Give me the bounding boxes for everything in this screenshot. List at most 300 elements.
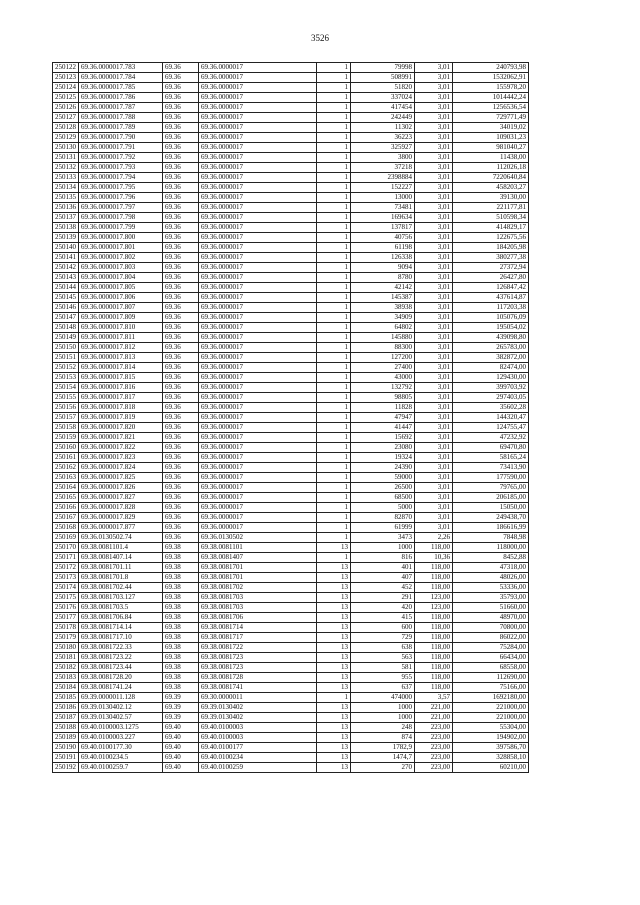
- amount-cell: 61198: [351, 243, 415, 253]
- total-cell: 58165,24: [453, 453, 529, 463]
- rate-cell: 118,00: [415, 573, 453, 583]
- quantity-cell: 1: [317, 423, 351, 433]
- amount-cell: 59000: [351, 473, 415, 483]
- amount-cell: 600: [351, 623, 415, 633]
- row-id-cell: 250168: [53, 523, 79, 533]
- group-cell: 69.36: [163, 353, 199, 363]
- amount-cell: 2398884: [351, 173, 415, 183]
- group-cell: 69.36: [163, 103, 199, 113]
- account-cell: 69.36.0000017: [199, 293, 317, 303]
- row-id-cell: 250169: [53, 533, 79, 543]
- table-row: [53, 523, 529, 533]
- row-id-cell: 250140: [53, 243, 79, 253]
- amount-cell: 325927: [351, 143, 415, 153]
- amount-cell: 3800: [351, 153, 415, 163]
- quantity-cell: 13: [317, 703, 351, 713]
- rate-cell: 223,00: [415, 753, 453, 763]
- total-cell: 221000,00: [453, 713, 529, 723]
- table-row: [53, 123, 529, 133]
- quantity-cell: 1: [317, 203, 351, 213]
- group-cell: 69.36: [163, 533, 199, 543]
- item-code-cell: 69.38.0081703.127: [79, 593, 163, 603]
- row-id-cell: 250154: [53, 383, 79, 393]
- group-cell: 69.36: [163, 293, 199, 303]
- item-code-cell: 69.38.0081101.4: [79, 543, 163, 553]
- rate-cell: 3,01: [415, 153, 453, 163]
- quantity-cell: 13: [317, 753, 351, 763]
- quantity-cell: 13: [317, 623, 351, 633]
- account-cell: 69.36.0000017: [199, 233, 317, 243]
- group-cell: 69.36: [163, 163, 199, 173]
- item-code-cell: 69.36.0000017.786: [79, 93, 163, 103]
- group-cell: 69.36: [163, 73, 199, 83]
- account-cell: 69.36.0000017: [199, 73, 317, 83]
- total-cell: 112690,00: [453, 673, 529, 683]
- total-cell: 265783,00: [453, 343, 529, 353]
- item-code-cell: 69.36.0000017.793: [79, 163, 163, 173]
- account-cell: 69.38.0081714: [199, 623, 317, 633]
- rate-cell: 3,01: [415, 463, 453, 473]
- table-row: [53, 613, 529, 623]
- total-cell: 221000,00: [453, 703, 529, 713]
- total-cell: 35793,00: [453, 593, 529, 603]
- quantity-cell: 1: [317, 113, 351, 123]
- total-cell: 112026,18: [453, 163, 529, 173]
- item-code-cell: 69.36.0000017.820: [79, 423, 163, 433]
- rate-cell: 3,01: [415, 123, 453, 133]
- amount-cell: 508991: [351, 73, 415, 83]
- group-cell: 69.36: [163, 483, 199, 493]
- rate-cell: 3,57: [415, 693, 453, 703]
- rate-cell: 10,36: [415, 553, 453, 563]
- quantity-cell: 13: [317, 733, 351, 743]
- total-cell: 380277,38: [453, 253, 529, 263]
- quantity-cell: 1: [317, 403, 351, 413]
- table-row: [53, 563, 529, 573]
- table-row: [53, 723, 529, 733]
- group-cell: 69.36: [163, 143, 199, 153]
- quantity-cell: 13: [317, 673, 351, 683]
- item-code-cell: 69.36.0000017.815: [79, 373, 163, 383]
- group-cell: 69.36: [163, 373, 199, 383]
- rate-cell: 3,01: [415, 233, 453, 243]
- rate-cell: 3,01: [415, 303, 453, 313]
- row-id-cell: 250167: [53, 513, 79, 523]
- total-cell: 75166,00: [453, 683, 529, 693]
- amount-cell: 73481: [351, 203, 415, 213]
- table-row: [53, 493, 529, 503]
- group-cell: 69.40: [163, 763, 199, 773]
- amount-cell: 8780: [351, 273, 415, 283]
- rate-cell: 3,01: [415, 443, 453, 453]
- group-cell: 69.38: [163, 583, 199, 593]
- group-cell: 69.36: [163, 193, 199, 203]
- quantity-cell: 13: [317, 743, 351, 753]
- group-cell: 69.36: [163, 463, 199, 473]
- group-cell: 69.40: [163, 723, 199, 733]
- quantity-cell: 13: [317, 723, 351, 733]
- item-code-cell: 69.36.0000017.819: [79, 413, 163, 423]
- row-id-cell: 250178: [53, 623, 79, 633]
- quantity-cell: 13: [317, 583, 351, 593]
- amount-cell: 729: [351, 633, 415, 643]
- table-row: [53, 103, 529, 113]
- item-code-cell: 69.36.0000017.816: [79, 383, 163, 393]
- table-row: [53, 553, 529, 563]
- total-cell: 1692180,00: [453, 693, 529, 703]
- item-code-cell: 69.36.0000017.817: [79, 393, 163, 403]
- item-code-cell: 69.36.0000017.804: [79, 273, 163, 283]
- account-cell: 69.36.0000017: [199, 183, 317, 193]
- item-code-cell: 69.40.0100177.30: [79, 743, 163, 753]
- table-row: [53, 753, 529, 763]
- table-row: [53, 513, 529, 523]
- rate-cell: 3,01: [415, 333, 453, 343]
- rate-cell: 223,00: [415, 763, 453, 773]
- amount-cell: 47947: [351, 413, 415, 423]
- group-cell: 69.36: [163, 393, 199, 403]
- account-cell: 69.30.0000011: [199, 693, 317, 703]
- group-cell: 69.36: [163, 83, 199, 93]
- row-id-cell: 250173: [53, 573, 79, 583]
- account-cell: 69.36.0000017: [199, 223, 317, 233]
- table-row: [53, 713, 529, 723]
- quantity-cell: 13: [317, 643, 351, 653]
- table-row: [53, 193, 529, 203]
- quantity-cell: 1: [317, 273, 351, 283]
- account-cell: 69.36.0130502: [199, 533, 317, 543]
- rate-cell: 3,01: [415, 473, 453, 483]
- group-cell: 69.36: [163, 263, 199, 273]
- quantity-cell: 1: [317, 213, 351, 223]
- quantity-cell: 1: [317, 503, 351, 513]
- rate-cell: 3,01: [415, 143, 453, 153]
- account-cell: 69.36.0000017: [199, 123, 317, 133]
- rate-cell: 3,01: [415, 413, 453, 423]
- item-code-cell: 69.36.0130502.74: [79, 533, 163, 543]
- amount-cell: 19324: [351, 453, 415, 463]
- quantity-cell: 1: [317, 183, 351, 193]
- group-cell: 69.36: [163, 183, 199, 193]
- total-cell: 11438,00: [453, 153, 529, 163]
- quantity-cell: 1: [317, 513, 351, 523]
- rate-cell: 3,01: [415, 293, 453, 303]
- amount-cell: 1000: [351, 703, 415, 713]
- table-row: [53, 343, 529, 353]
- group-cell: 69.36: [163, 383, 199, 393]
- item-code-cell: 69.36.0000017.796: [79, 193, 163, 203]
- total-cell: 414829,17: [453, 223, 529, 233]
- rate-cell: 221,00: [415, 703, 453, 713]
- table-row: [53, 593, 529, 603]
- item-code-cell: 69.36.0000017.784: [79, 73, 163, 83]
- item-code-cell: 69.36.0000017.827: [79, 493, 163, 503]
- quantity-cell: 13: [317, 713, 351, 723]
- quantity-cell: 1: [317, 173, 351, 183]
- quantity-cell: 1: [317, 493, 351, 503]
- account-cell: 69.38.0081723: [199, 653, 317, 663]
- rate-cell: 3,01: [415, 163, 453, 173]
- total-cell: 1256536,54: [453, 103, 529, 113]
- total-cell: 328858,10: [453, 753, 529, 763]
- total-cell: 55304,00: [453, 723, 529, 733]
- account-cell: 69.38.0081703: [199, 603, 317, 613]
- quantity-cell: 1: [317, 533, 351, 543]
- account-cell: 69.36.0000017: [199, 343, 317, 353]
- item-code-cell: 69.36.0000017.824: [79, 463, 163, 473]
- table-row: [53, 383, 529, 393]
- row-id-cell: 250155: [53, 393, 79, 403]
- quantity-cell: 1: [317, 143, 351, 153]
- amount-cell: 420: [351, 603, 415, 613]
- group-cell: 69.36: [163, 323, 199, 333]
- rate-cell: 3,01: [415, 93, 453, 103]
- total-cell: 155978,20: [453, 83, 529, 93]
- item-code-cell: 69.36.0000017.803: [79, 263, 163, 273]
- group-cell: 69.36: [163, 433, 199, 443]
- group-cell: 69.36: [163, 133, 199, 143]
- total-cell: 109031,23: [453, 133, 529, 143]
- item-code-cell: 69.36.0000017.810: [79, 323, 163, 333]
- total-cell: 510598,34: [453, 213, 529, 223]
- row-id-cell: 250188: [53, 723, 79, 733]
- total-cell: 194902,00: [453, 733, 529, 743]
- quantity-cell: 1: [317, 413, 351, 423]
- rate-cell: 3,01: [415, 193, 453, 203]
- item-code-cell: 69.36.0000017.829: [79, 513, 163, 523]
- table-row: [53, 73, 529, 83]
- rate-cell: 3,01: [415, 213, 453, 223]
- amount-cell: 127200: [351, 353, 415, 363]
- rate-cell: 3,01: [415, 173, 453, 183]
- total-cell: 70800,00: [453, 623, 529, 633]
- group-cell: 69.36: [163, 253, 199, 263]
- row-id-cell: 250138: [53, 223, 79, 233]
- amount-cell: 816: [351, 553, 415, 563]
- account-cell: 69.36.0000017: [199, 373, 317, 383]
- rate-cell: 123,00: [415, 593, 453, 603]
- table-row: [53, 83, 529, 93]
- group-cell: 69.38: [163, 673, 199, 683]
- account-cell: 69.36.0000017: [199, 243, 317, 253]
- quantity-cell: 1: [317, 93, 351, 103]
- table-row: [53, 133, 529, 143]
- group-cell: 69.36: [163, 423, 199, 433]
- account-cell: 69.38.0081701: [199, 573, 317, 583]
- amount-cell: 474000: [351, 693, 415, 703]
- account-cell: 69.36.0000017: [199, 393, 317, 403]
- row-id-cell: 250185: [53, 693, 79, 703]
- row-id-cell: 250189: [53, 733, 79, 743]
- rate-cell: 3,01: [415, 453, 453, 463]
- row-id-cell: 250122: [53, 63, 79, 73]
- total-cell: 48026,00: [453, 573, 529, 583]
- group-cell: 69.38: [163, 643, 199, 653]
- group-cell: 69.38: [163, 593, 199, 603]
- item-code-cell: 69.36.0000017.825: [79, 473, 163, 483]
- quantity-cell: 13: [317, 663, 351, 673]
- row-id-cell: 250170: [53, 543, 79, 553]
- item-code-cell: 69.38.0081701.11: [79, 563, 163, 573]
- table-row: [53, 143, 529, 153]
- row-id-cell: 250137: [53, 213, 79, 223]
- account-cell: 69.36.0000017: [199, 253, 317, 263]
- rate-cell: 223,00: [415, 733, 453, 743]
- table-row: [53, 743, 529, 753]
- amount-cell: 401: [351, 563, 415, 573]
- account-cell: 69.36.0000017: [199, 463, 317, 473]
- account-cell: 69.38.0081407: [199, 553, 317, 563]
- account-cell: 69.36.0000017: [199, 413, 317, 423]
- rate-cell: 118,00: [415, 633, 453, 643]
- quantity-cell: 13: [317, 763, 351, 773]
- group-cell: 69.38: [163, 663, 199, 673]
- ledger-table: [52, 62, 529, 773]
- total-cell: 126847,42: [453, 283, 529, 293]
- total-cell: 458203,27: [453, 183, 529, 193]
- row-id-cell: 250158: [53, 423, 79, 433]
- account-cell: 69.36.0000017: [199, 143, 317, 153]
- quantity-cell: 1: [317, 103, 351, 113]
- row-id-cell: 250160: [53, 443, 79, 453]
- amount-cell: 337024: [351, 93, 415, 103]
- group-cell: 69.36: [163, 123, 199, 133]
- item-code-cell: 69.36.0000017.807: [79, 303, 163, 313]
- quantity-cell: 13: [317, 613, 351, 623]
- group-cell: 69.36: [163, 343, 199, 353]
- item-code-cell: 69.40.0100003.1275: [79, 723, 163, 733]
- rate-cell: 3,01: [415, 243, 453, 253]
- amount-cell: 132792: [351, 383, 415, 393]
- amount-cell: 36223: [351, 133, 415, 143]
- account-cell: 69.36.0000017: [199, 363, 317, 373]
- table-row: [53, 583, 529, 593]
- total-cell: 53336,00: [453, 583, 529, 593]
- account-cell: 69.36.0000017: [199, 423, 317, 433]
- rate-cell: 3,01: [415, 203, 453, 213]
- group-cell: 69.40: [163, 753, 199, 763]
- item-code-cell: 69.36.0000017.828: [79, 503, 163, 513]
- account-cell: 69.36.0000017: [199, 263, 317, 273]
- row-id-cell: 250142: [53, 263, 79, 273]
- account-cell: 69.36.0000017: [199, 333, 317, 343]
- total-cell: 439098,80: [453, 333, 529, 343]
- total-cell: 117203,38: [453, 303, 529, 313]
- group-cell: 69.36: [163, 403, 199, 413]
- account-cell: 69.38.0081722: [199, 643, 317, 653]
- account-cell: 69.36.0000017: [199, 503, 317, 513]
- total-cell: 186616,99: [453, 523, 529, 533]
- total-cell: 39130,00: [453, 193, 529, 203]
- quantity-cell: 1: [317, 283, 351, 293]
- rate-cell: 118,00: [415, 673, 453, 683]
- group-cell: 69.36: [163, 233, 199, 243]
- group-cell: 69.36: [163, 443, 199, 453]
- row-id-cell: 250139: [53, 233, 79, 243]
- quantity-cell: 1: [317, 133, 351, 143]
- total-cell: 66434,00: [453, 653, 529, 663]
- table-row: [53, 703, 529, 713]
- rate-cell: 118,00: [415, 643, 453, 653]
- quantity-cell: 13: [317, 543, 351, 553]
- rate-cell: 3,01: [415, 113, 453, 123]
- table-row: [53, 763, 529, 773]
- item-code-cell: 69.38.0081723.44: [79, 663, 163, 673]
- quantity-cell: 1: [317, 333, 351, 343]
- rate-cell: 118,00: [415, 653, 453, 663]
- row-id-cell: 250183: [53, 673, 79, 683]
- rate-cell: 3,01: [415, 73, 453, 83]
- item-code-cell: 69.38.0081701.8: [79, 573, 163, 583]
- row-id-cell: 250191: [53, 753, 79, 763]
- row-id-cell: 250151: [53, 353, 79, 363]
- row-id-cell: 250186: [53, 703, 79, 713]
- group-cell: 69.36: [163, 243, 199, 253]
- group-cell: 69.36: [163, 213, 199, 223]
- row-id-cell: 250124: [53, 83, 79, 93]
- amount-cell: 42142: [351, 283, 415, 293]
- table-row: [53, 323, 529, 333]
- group-cell: 69.39: [163, 713, 199, 723]
- amount-cell: 145880: [351, 333, 415, 343]
- account-cell: 69.36.0000017: [199, 353, 317, 363]
- item-code-cell: 69.38.0081723.22: [79, 653, 163, 663]
- table-row: [53, 443, 529, 453]
- group-cell: 69.36: [163, 453, 199, 463]
- total-cell: 177590,00: [453, 473, 529, 483]
- table-row: [53, 303, 529, 313]
- group-cell: 69.36: [163, 513, 199, 523]
- amount-cell: 242449: [351, 113, 415, 123]
- row-id-cell: 250177: [53, 613, 79, 623]
- total-cell: 15050,00: [453, 503, 529, 513]
- amount-cell: 23080: [351, 443, 415, 453]
- table-row: [53, 643, 529, 653]
- quantity-cell: 1: [317, 73, 351, 83]
- total-cell: 47318,00: [453, 563, 529, 573]
- table-row: [53, 683, 529, 693]
- group-cell: 69.36: [163, 273, 199, 283]
- group-cell: 69.38: [163, 573, 199, 583]
- rate-cell: 3,01: [415, 403, 453, 413]
- table-row: [53, 173, 529, 183]
- table-row: [53, 313, 529, 323]
- quantity-cell: 13: [317, 593, 351, 603]
- group-cell: 69.40: [163, 743, 199, 753]
- item-code-cell: 69.36.0000017.790: [79, 133, 163, 143]
- row-id-cell: 250175: [53, 593, 79, 603]
- rate-cell: 3,01: [415, 103, 453, 113]
- group-cell: 69.39: [163, 703, 199, 713]
- table-row: [53, 363, 529, 373]
- rate-cell: 223,00: [415, 743, 453, 753]
- total-cell: 240793,98: [453, 63, 529, 73]
- amount-cell: 41447: [351, 423, 415, 433]
- total-cell: 7848,98: [453, 533, 529, 543]
- total-cell: 82474,00: [453, 363, 529, 373]
- total-cell: 118000,00: [453, 543, 529, 553]
- rate-cell: 221,00: [415, 713, 453, 723]
- quantity-cell: 13: [317, 573, 351, 583]
- row-id-cell: 250129: [53, 133, 79, 143]
- rate-cell: 3,01: [415, 363, 453, 373]
- group-cell: 69.38: [163, 623, 199, 633]
- item-code-cell: 69.36.0000017.814: [79, 363, 163, 373]
- table-row: [53, 163, 529, 173]
- group-cell: 69.36: [163, 283, 199, 293]
- row-id-cell: 250174: [53, 583, 79, 593]
- item-code-cell: 69.38.0081722.33: [79, 643, 163, 653]
